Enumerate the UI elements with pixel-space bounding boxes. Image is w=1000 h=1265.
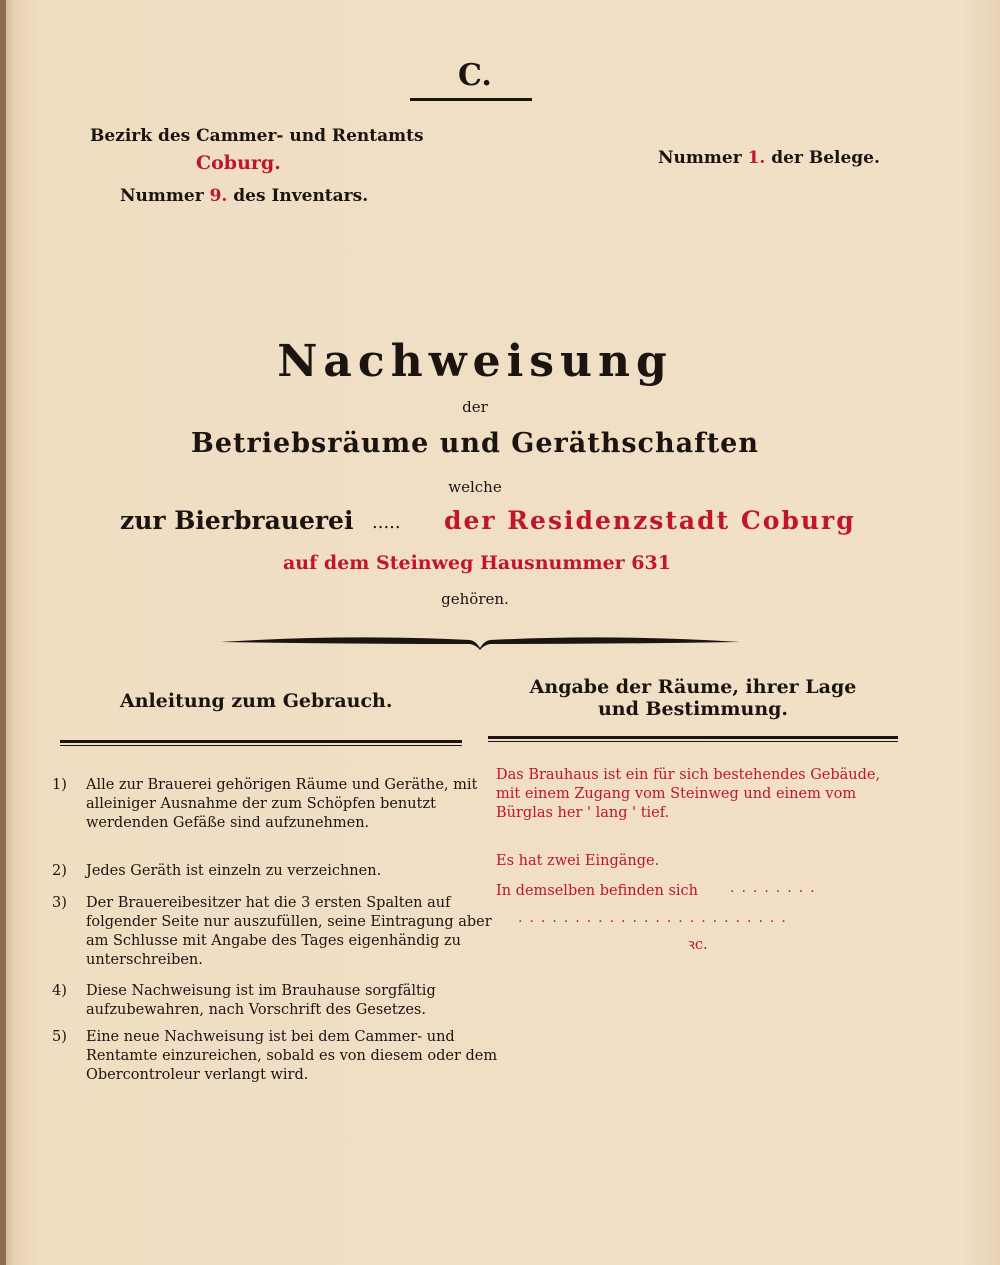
- instruction-number: 5): [52, 1029, 67, 1045]
- brewery-city: der Residenzstadt Coburg: [444, 506, 856, 535]
- title-welche: welche: [448, 478, 502, 496]
- bezirk-line: Bezirk des Cammer- und Rentamts: [90, 126, 424, 146]
- inventar-number: 9.: [209, 186, 228, 206]
- instruction-text: Jedes Geräth ist einzeln zu verzeichnen.: [86, 863, 382, 879]
- left-column-rule: [60, 740, 462, 743]
- section-letter: C.: [458, 58, 492, 93]
- instruction-text: Alle zur Brauerei gehörigen Räume und Geräthe, mit alleiniger Ausnahme der zum Schöpfen benutzt werdenden Gefäße sind aufzunehmen.: [86, 777, 478, 831]
- instruction-item-5: [52, 1028, 498, 1088]
- instruction-item-2: [52, 862, 472, 882]
- belege-number: 1.: [747, 148, 766, 168]
- instructions-heading: Anleitung zum Gebrauch.: [120, 690, 393, 712]
- inventar-number-line: [120, 186, 368, 206]
- instruction-text: Der Brauereibesitzer hat die 3 ersten Spalten auf folgender Seite nur auszufüllen, seine Eintragung aber am Schlusse mit Angabe des Tages eigenhändig zu unterschreiben.: [86, 895, 492, 968]
- brewery-dots: .....: [372, 512, 401, 533]
- book-spine-edge: [0, 0, 6, 1265]
- rooms-etc: ꝛc.: [688, 937, 708, 953]
- right-column-rule-thin: [488, 741, 898, 742]
- rooms-description: Das Brauhaus ist ein für sich bestehendes Gebäude, mit einem Zugang vom Steinweg und einem vom Bürglas her ' lang ' tief.: [496, 767, 881, 821]
- title-der: der: [462, 398, 488, 416]
- brewery-label: zur Bierbrauerei: [120, 506, 354, 535]
- right-column-rule: [488, 736, 898, 739]
- inventar-prefix: Nummer: [120, 186, 204, 206]
- instruction-text: Diese Nachweisung ist im Brauhause sorgfältig aufzubewahren, nach Vorschrift des Gesetzes.: [86, 983, 436, 1018]
- instruction-number: 1): [52, 777, 67, 793]
- rooms-contents-label: In demselben befinden sich: [496, 883, 698, 899]
- inventar-suffix: des Inventars.: [233, 186, 369, 206]
- rooms-fill-dots-2: ........................: [518, 910, 793, 926]
- document-title: Nachweisung: [277, 336, 673, 387]
- document-subtitle: Betriebsräume und Geräthschaften: [191, 428, 759, 459]
- rooms-entrances: Es hat zwei Eingänge.: [496, 853, 660, 869]
- brewery-location: auf dem Steinweg Hausnummer 631: [283, 552, 671, 574]
- instruction-item-4: [52, 982, 472, 1022]
- ornamental-divider: [218, 628, 742, 658]
- section-letter-underline: [410, 98, 532, 101]
- title-gehoeren: gehören.: [441, 590, 509, 608]
- instruction-number: 4): [52, 983, 67, 999]
- instruction-number: 3): [52, 895, 67, 911]
- rooms-heading: Angabe der Räume, ihrer Lage und Bestimmung.: [529, 676, 857, 720]
- rooms-fill-dots-1: ........: [730, 880, 822, 896]
- belege-suffix: der Belege.: [771, 148, 880, 168]
- left-column-rule-thin: [60, 745, 462, 746]
- bezirk-name: Coburg.: [196, 152, 281, 174]
- instruction-number: 2): [52, 863, 67, 879]
- instruction-text: Eine neue Nachweisung ist bei dem Cammer- und Rentamte einzureichen, sobald es von diesem oder dem Obercontroleur verlangt wird.: [86, 1029, 498, 1083]
- belege-number-line: [658, 148, 880, 168]
- belege-prefix: Nummer: [658, 148, 742, 168]
- instruction-item-3: [52, 894, 492, 974]
- instruction-item-1: [52, 776, 478, 856]
